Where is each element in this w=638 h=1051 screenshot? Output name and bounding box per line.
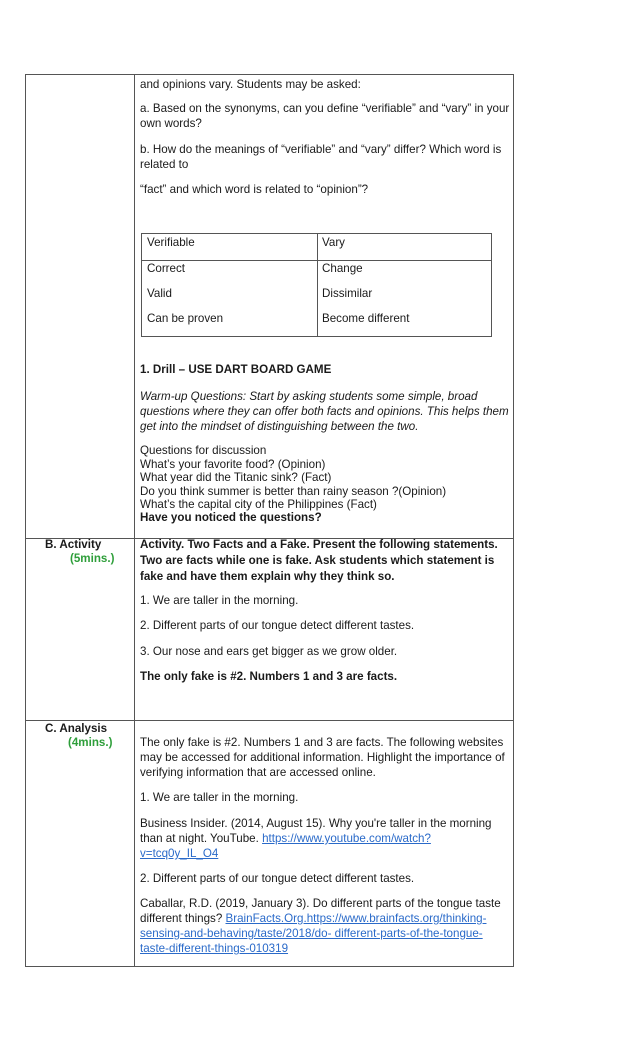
- reference-2-line1: Caballar, R.D. (2019, January 3). Do different parts of the tongue taste: [140, 897, 501, 910]
- activity-heading-line3: fake and have them explain why they think so.: [140, 570, 395, 583]
- activity-label: B. Activity: [45, 538, 102, 551]
- statement: 3. Our nose and ears get bigger as we grow older.: [140, 645, 398, 658]
- reference-1-text: than at night. YouTube.: [140, 832, 263, 845]
- statement: 1. We are taller in the morning.: [140, 594, 299, 607]
- synonym-cell: Correct: [147, 262, 186, 275]
- synonym-cell: Become different: [322, 312, 410, 325]
- drill-title: 1. Drill – USE DART BOARD GAME: [140, 363, 332, 376]
- brainfacts-link[interactable]: BrainFacts.Org.https://www.brainfacts.org/thinking-: [225, 912, 487, 925]
- intro-line: and opinions vary. Students may be asked:: [140, 78, 361, 91]
- discussion-question: Do you think summer is better than rainy season ?(Opinion): [140, 484, 447, 498]
- synonym-cell: Valid: [147, 287, 172, 300]
- synonym-cell: Change: [322, 262, 363, 275]
- youtube-link[interactable]: https://www.youtube.com/watch?: [262, 832, 431, 845]
- youtube-link-cont[interactable]: v=tcq0y_IL_O4: [140, 847, 219, 860]
- reference-1-line2: [140, 831, 431, 846]
- question-a-line1: a. Based on the synonyms, can you define “verifiable” and “vary” in your: [140, 102, 510, 115]
- discussion-question: What’s your favorite food? (Opinion): [140, 457, 326, 471]
- reference-1-line1: Business Insider. (2014, August 15). Why you're taller in the morning: [140, 817, 492, 830]
- discussion-question: What year did the Titanic sink? (Fact): [140, 471, 332, 484]
- reference-2-text: different things?: [140, 912, 226, 925]
- warmup-line1: Warm-up Questions: Start by asking students some simple, broad: [140, 390, 478, 403]
- synonym-cell: Dissimilar: [322, 287, 373, 300]
- activity-answer: The only fake is #2. Numbers 1 and 3 are facts.: [140, 670, 398, 683]
- question-a-line2: own words?: [140, 117, 202, 130]
- discussion-question: What’s the capital city of the Philippines (Fact): [140, 498, 377, 511]
- questions-header: Questions for discussion: [140, 444, 267, 457]
- synonym-header-vary: Vary: [322, 236, 345, 249]
- analysis-time: (4mins.): [68, 736, 113, 749]
- activity-heading-line2: Two are facts while one is fake. Ask students which statement is: [140, 554, 495, 567]
- analysis-statement: 2. Different parts of our tongue detect different tastes.: [140, 872, 415, 885]
- activity-heading-line1: Activity. Two Facts and a Fake. Present the following statements.: [140, 538, 498, 551]
- question-b-line2: related to: [140, 158, 189, 171]
- analysis-para-line2: may be accessed for additional information. Highlight the importance of: [140, 751, 505, 764]
- column-divider: [134, 74, 135, 967]
- analysis-statement: 1. We are taller in the morning.: [140, 791, 299, 804]
- brainfacts-link-cont[interactable]: sensing-and-behaving/taste/2018/do- different-parts-of-the-tongue-: [140, 927, 483, 940]
- warmup-line2: questions where they can offer both facts and opinions. This helps them: [140, 405, 509, 418]
- activity-time: (5mins.): [70, 552, 115, 565]
- synonym-table: [141, 233, 492, 337]
- reference-2-line2: [140, 911, 486, 926]
- statement: 2. Different parts of our tongue detect different tastes.: [140, 619, 415, 632]
- analysis-para-line1: The only fake is #2. Numbers 1 and 3 are facts. The following websites: [140, 736, 504, 749]
- synonym-header-verifiable: Verifiable: [147, 236, 195, 249]
- warmup-line3: get into the mindset of distinguishing between the two.: [140, 420, 419, 433]
- synonym-table-divider: [317, 234, 318, 336]
- synonym-table-header-rule: [142, 260, 491, 261]
- brainfacts-link-cont[interactable]: taste-different-things-010319: [140, 942, 289, 955]
- synonym-cell: Can be proven: [147, 312, 224, 325]
- analysis-para-line3: verifying information that are accessed online.: [140, 766, 376, 779]
- question-b-line1: b. How do the meanings of “verifiable” and “vary” differ? Which word is: [140, 143, 502, 156]
- analysis-label: C. Analysis: [45, 722, 108, 735]
- drill-closing: Have you noticed the questions?: [140, 511, 322, 524]
- question-b-line3: “fact” and which word is related to “opinion”?: [140, 183, 369, 196]
